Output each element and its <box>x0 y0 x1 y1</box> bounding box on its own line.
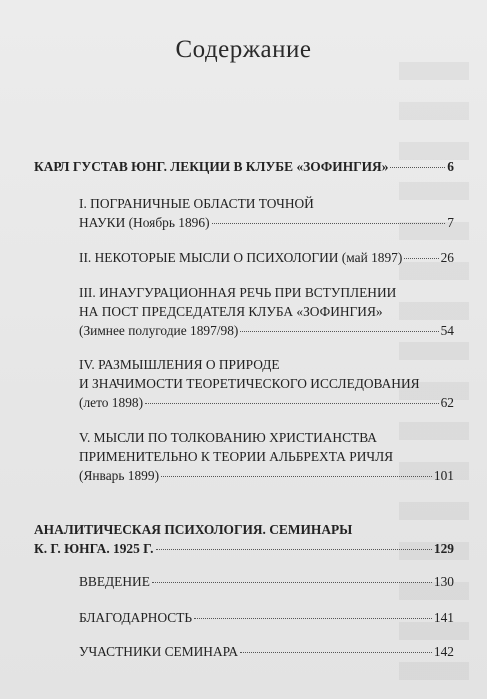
page-title: Содержание <box>175 36 312 63</box>
toc-item-2[interactable] <box>79 249 454 267</box>
toc-item-participants-page: 142 <box>433 644 454 659</box>
toc-item-3-line-2[interactable]: НА ПОСТ ПРЕДСЕДАТЕЛЯ КЛУБА «ЗОФИНГИЯ» <box>79 304 383 319</box>
toc-item-introduction-title: ВВЕДЕНИЕ <box>79 574 150 589</box>
toc-item-participants[interactable] <box>79 643 454 661</box>
dot-leader <box>404 258 438 259</box>
toc-item-2-page: 26 <box>440 250 454 265</box>
dot-leader <box>161 476 432 477</box>
dot-leader <box>240 331 438 332</box>
toc-section-1-title: КАРЛ ГУСТАВ ЮНГ. ЛЕКЦИИ В КЛУБЕ «ЗОФИНГИЯ» <box>34 159 389 174</box>
toc-section-1[interactable] <box>34 158 454 176</box>
toc-item-1[interactable] <box>79 214 454 232</box>
toc-item-acknowledgements-title: БЛАГОДАРНОСТЬ <box>79 610 193 625</box>
toc-item-3-line-3: (Зимнее полугодие 1897/98) <box>79 323 239 338</box>
toc-item-5-page: 101 <box>433 468 454 483</box>
toc-item-participants-title: УЧАСТНИКИ СЕМИНАРА <box>79 644 239 659</box>
toc-item-1-page: 7 <box>447 215 454 230</box>
toc-item-1-line-1[interactable]: I. ПОГРАНИЧНЫЕ ОБЛАСТИ ТОЧНОЙ <box>79 196 314 211</box>
toc-item-5-line-1[interactable]: V. МЫСЛИ ПО ТОЛКОВАНИЮ ХРИСТИАНСТВА <box>79 430 377 445</box>
toc-item-introduction[interactable] <box>79 573 454 591</box>
toc-section-1-page: 6 <box>447 159 454 174</box>
toc-section-2-page: 129 <box>433 541 454 556</box>
toc-item-4-line-3: (лето 1898) <box>79 395 144 410</box>
toc-item-4-page: 62 <box>440 395 454 410</box>
toc-section-2[interactable] <box>34 540 454 558</box>
toc-item-4-line-2[interactable]: И ЗНАЧИМОСТИ ТЕОРЕТИЧЕСКОГО ИССЛЕДОВАНИЯ <box>79 376 420 391</box>
dot-leader <box>152 582 432 583</box>
toc-item-acknowledgements-page: 141 <box>433 610 454 625</box>
toc-section-2-line-1[interactable]: АНАЛИТИЧЕСКАЯ ПСИХОЛОГИЯ. СЕМИНАРЫ <box>34 522 353 537</box>
toc-item-4-line-1[interactable]: IV. РАЗМЫШЛЕНИЯ О ПРИРОДЕ <box>79 357 280 372</box>
toc-item-5-line-3: (Январь 1899) <box>79 468 160 483</box>
dot-leader <box>194 618 432 619</box>
dot-leader <box>390 167 445 168</box>
dot-leader <box>240 652 432 653</box>
toc-item-3-line-1[interactable]: III. ИНАУГУРАЦИОННАЯ РЕЧЬ ПРИ ВСТУПЛЕНИИ <box>79 285 397 300</box>
toc-item-2-line-1: II. НЕКОТОРЫЕ МЫСЛИ О ПСИХОЛОГИИ (май 1897) <box>79 250 403 265</box>
dot-leader <box>212 223 446 224</box>
dot-leader <box>145 403 439 404</box>
toc-item-3[interactable] <box>79 322 454 340</box>
toc-item-3-page: 54 <box>440 323 454 338</box>
toc-item-4[interactable] <box>79 394 454 412</box>
toc-item-1-line-2: НАУКИ (Ноябрь 1896) <box>79 215 210 230</box>
toc-item-introduction-page: 130 <box>433 574 454 589</box>
toc-section-2-line-2: К. Г. ЮНГА. 1925 Г. <box>34 541 154 556</box>
toc-item-5[interactable] <box>79 467 454 485</box>
toc-item-acknowledgements[interactable] <box>79 609 454 627</box>
dot-leader <box>156 549 432 550</box>
toc-item-5-line-2[interactable]: ПРИМЕНИТЕЛЬНО К ТЕОРИИ АЛЬБРЕХТА РИЧЛЯ <box>79 449 394 464</box>
